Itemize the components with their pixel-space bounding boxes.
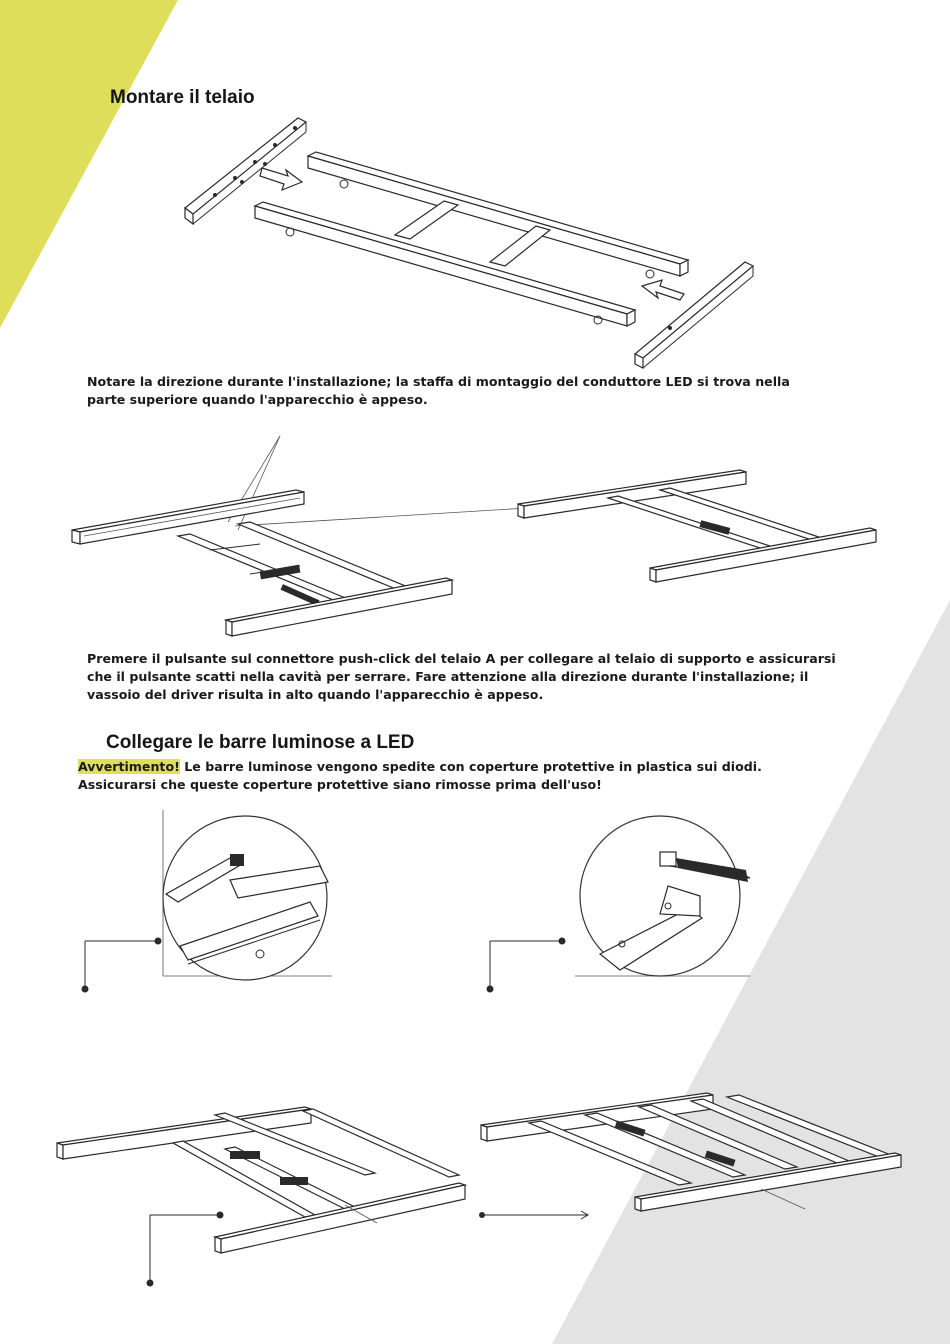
- frame-installation-note: Notare la direzione durante l'installazione; la staffa di montaggio del conduttore LED si trova nella parte superiore quando l'apparecchio è appeso.: [87, 374, 790, 407]
- right-assembly: [518, 470, 876, 582]
- led-bar-detail-diagrams: [70, 806, 760, 1006]
- bottom-rail: [255, 202, 635, 326]
- complete-assembly: [481, 1093, 901, 1211]
- right-end-bracket: [635, 262, 753, 368]
- arrow-to-complete: [479, 1211, 588, 1219]
- section-title-frame: Montare il telaio: [110, 87, 255, 108]
- partial-assembly: [57, 1107, 465, 1287]
- warning-paragraph: [78, 758, 838, 794]
- arrow-left-icon: [642, 280, 684, 300]
- right-detail-zoom: [487, 816, 751, 993]
- left-detail-zoom: [82, 810, 333, 993]
- push-click-diagram: [70, 432, 880, 642]
- warning-label: Avvertimento!: [78, 759, 180, 774]
- warning-text-2: Assicurarsi che queste coperture protettive siano rimosse prima dell'uso!: [78, 777, 602, 792]
- push-click-note: Premere il pulsante sul connettore push-click del telaio A per collegare al telaio di supporto e assicurarsi che il pulsante scatti nella cavità per serrare. Fare attenzione alla direzione durante l'installazione; il vassoio del driver risulta in alto quando l'apparecchio è appeso.: [87, 651, 836, 702]
- arrow-right-icon: [260, 168, 302, 190]
- warning-text: Le barre luminose vengono spedite con coperture protettive in plastica sui diodi.: [179, 759, 762, 774]
- left-assembly: [72, 490, 452, 636]
- frame-assembly-diagram: [180, 110, 770, 370]
- section-title-led-bars: Collegare le barre luminose a LED: [106, 732, 415, 753]
- yellow-corner-triangle: [0, 0, 178, 328]
- led-bars-assembly-diagram: [55, 1085, 905, 1295]
